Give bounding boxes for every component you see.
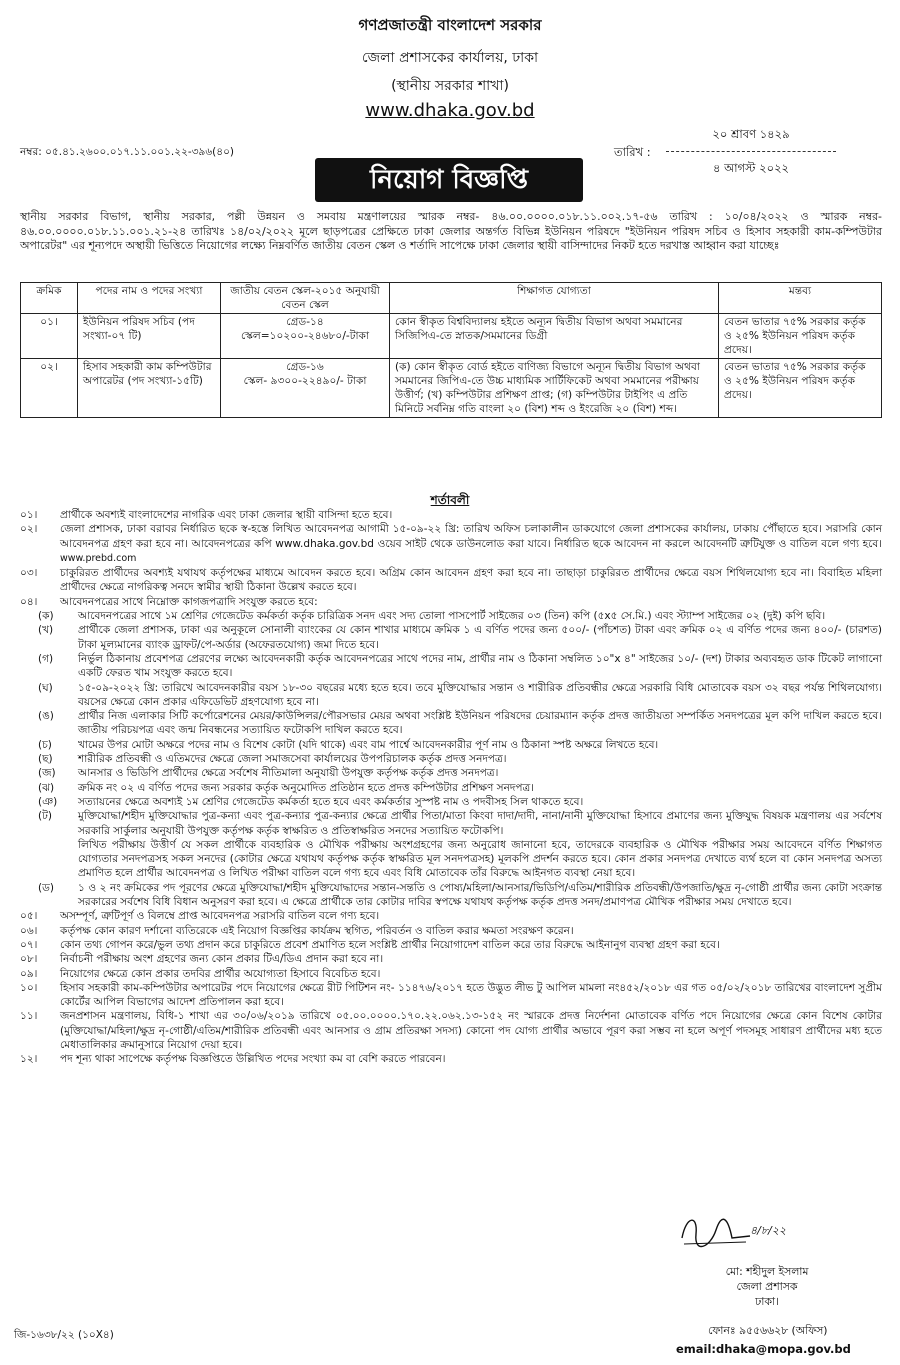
sub-item-number: (ঙ) <box>38 710 54 723</box>
item-number: ০৭। <box>20 938 38 951</box>
signatory-place: ঢাকা। <box>755 1295 779 1308</box>
list-item <box>20 522 882 566</box>
rest-list <box>20 909 882 1066</box>
item-text: হিসাব সহকারী কাম-কম্পিউটার অপারেটর পদে নিয়োগের ক্ষেত্রে রীট পিটিশন নং- ১১৪৭৬/২০১৭ হতে উদ্ভুত লীভ টু আপিল মামলা নং৪৫২/২০১৮ এর গত ০৫/০২/২০১৮ তারিখের বাংলাদেশ সুপ্রীম কোর্টের আপিল বিভাগের আদেশ প্রতিপালন করা হবে। <box>60 981 882 1009</box>
item-text: কোন তথ্য গোপন করে/ভুল তথ্য প্রদান করে চাকুরিতে প্রবেশ প্রমাণিত হলে সংশ্লিষ্ট প্রার্থীর নিয়োগাদেশ বাতিল করে তার বিরুদ্ধে আইনানুগ ব্যবস্থা গ্রহণ করা হবে। <box>60 938 720 951</box>
table-row <box>21 359 882 418</box>
item-number: ১০। <box>20 981 38 994</box>
sub-item-text: প্রার্থীর নিজ এলাকার সিটি কর্পোরেশনের মেয়র/কাউন্সিলর/পৌরসভার মেয়র অথবা সংশ্লিষ্ট ইউনিয়ন পরিষদের চেয়ারম্যান কর্তৃক প্রদত্ত জাতীয়তা সম্পর্কিত সনদপত্রের মূল কপি দাখিল করতে হবে। জাতীয় পরিচয়পত্র এবং জন্ম নিবন্ধনের সত্যায়িত ফটোকপি দাখিল করতে হবে। <box>78 710 882 737</box>
item-text: কর্তৃপক্ষ কোন কারণ দর্শানো ব্যতিরেকে এই নিয়োগ বিজ্ঞপ্তির কার্যক্রম স্থগিত, পরিবর্তন ও বাতিল করার ক্ষমতা সংরক্ষণ করেন। <box>60 924 574 937</box>
sub-list-item <box>20 652 882 681</box>
list-item <box>20 967 882 981</box>
terms-heading: শর্তাবলী <box>430 493 470 507</box>
branch-title: (স্থানীয় সরকার শাখা) <box>391 78 509 94</box>
row-post: ইউনিয়ন পরিষদ সচিব (পদ সংখ্যা-০৭ টি) <box>78 314 221 359</box>
row-scale-value: স্কেল- ৯৩০০-২২৪৯০/- টাকা <box>243 375 367 387</box>
sub-list <box>20 609 882 909</box>
date-divider <box>666 151 836 152</box>
item-text: প্রার্থীকে অবশ্যই বাংলাদেশের নাগরিক এবং ঢাকা জেলার স্থায়ী বাসিন্দা হতে হবে। <box>60 509 393 521</box>
item-number: ০৪। <box>20 595 38 608</box>
sub-list-item <box>20 766 882 780</box>
item-text: অসম্পূর্ণ, ত্রুটিপূর্ণ ও বিলম্বে প্রাপ্ত আবেদনপত্র সরাসরি বাতিল বলে গণ্য হবে। <box>60 910 380 923</box>
sub-item-number: (ছ) <box>38 753 53 766</box>
email-link[interactable]: email:dhaka@mopa.gov.bd <box>676 1342 851 1356</box>
sub-item-number: (ড) <box>38 881 54 894</box>
signature-scribble <box>676 1208 756 1258</box>
sub-list-item <box>20 795 882 809</box>
sub-list-item <box>20 623 882 652</box>
item-text: নির্বাচনী পরীক্ষায় অংশ গ্রহণের জন্য কোন প্রকার টিএ/ডিএ প্রদান করা হবে না। <box>60 953 384 966</box>
intro-paragraph: স্থানীয় সরকার বিভাগ, স্থানীয় সরকার, পল্লী উন্নয়ন ও সমবায় মন্ত্রণালয়ের স্মারক নম্বর- ৪৬.০০.০০০০.০১৮.১১.০০২.১৭-৫৬ তারিখ : ১০/০৪/২০২২ ও স্মারক নম্বর- ৪৬.০০.০০০০.০১৮.১১.০০১.২১-২৪ তারিখঃ ১৪/০২/২০২২ মূলে ছাড়পত্রের প্রেক্ষিতে ঢাকা জেলার অন্তর্গত বিভিন্ন ইউনিয়ন পরিষদে "ইউনিয়ন পরিষদ সচিব ও হিসাব সহকারী কাম-কম্পিউটার অপারেটর" এর শূন্যপদে অস্থায়ী ভিত্তিতে নিয়োগের লক্ষ্যে নিম্নবর্ণিত জাতীয় বেতন স্কেল ও শর্তাদি সাপেক্ষে ঢাকা জেলার স্থায়ী বাসিন্দাদের নিকট হতে দরখাস্ত আহ্বান করা যাচ্ছেঃ <box>20 210 882 252</box>
row-serial: ০১। <box>21 314 78 359</box>
sub-list-item <box>20 809 882 838</box>
watermark-text: www.prebd.com <box>60 552 137 564</box>
item-number: ০৮। <box>20 953 38 966</box>
date-english: ৪ আগস্ট ২০২২ <box>712 161 790 175</box>
list-item <box>20 909 882 923</box>
sub-item-text: লিখিত পরীক্ষায় উত্তীর্ণ যে সকল প্রার্থীকে ব্যবহারিক ও মৌখিক পরীক্ষায় অংশগ্রহণের জন্য অনুরোধ জানানো হবে, তাদেরকে ব্যবহারিক ও মৌখিক পরীক্ষার সময় আবেদনে বর্ণিত শিক্ষাগত যোগ্যতার সনদপত্রসহ সকল সনদের (কোটার ক্ষেত্রে যথাযথ কর্তৃপক্ষ কর্তৃক স্বাক্ষরিত মূল সনদপত্রসহ) মূলকপি প্রদর্শন করতে হবে। কোন প্রকার সনদপত্র দেখাতে ব্যর্থ হলে বা কোন সনদপত্র অসত্য প্রমাণিত হলে প্রার্থীর আবেদনপত্র ও লিখিত পরীক্ষা বাতিল বলে গণ্য হবে এবং বিধি মোতাবেক তাঁর বিরুদ্ধে আইনগত ব্যবস্থা নেয়া হবে। <box>78 838 882 880</box>
notice-title: নিয়োগ বিজ্ঞপ্তি <box>315 158 583 202</box>
sub-list-item <box>20 838 882 881</box>
signatory-name: মো: শহীদুল ইসলাম <box>725 1265 809 1278</box>
sub-item-text: ক্রমিক নং ০২ এ বর্ণিত পদের জন্য সরকার কর্তৃক অনুমোদিত প্রতিষ্ঠান হতে প্রদত্ত কম্পিউটার প্রশিক্ষণ সনদপত্র। <box>78 781 534 794</box>
table-header-row <box>21 283 882 314</box>
item-text-wrap <box>60 522 882 566</box>
item-text: আবেদনপত্রের সাথে নিম্নোক্ত কাগজপত্রাদি সংযুক্ত করতে হবে: <box>60 595 318 608</box>
row-remark: বেতন ভাতার ৭৫% সরকার কর্তৃক ও ২৫% ইউনিয়ন পরিষদ কর্তৃক প্রদেয়। <box>719 359 882 418</box>
item-number: ০১। <box>20 509 38 521</box>
sub-list-item <box>20 752 882 766</box>
sub-item-text: নির্ভুল ঠিকানায় প্রবেশপত্র প্রেরণের লক্ষ্যে আবেদনকারী কর্তৃক আবেদনপত্রের সাথে পদের নাম, প্রার্থীর নাম ও ঠিকানা সম্বলিত ১০"x ৪" সাইজের ১০/- (দশ) টাকার অব্যবহৃত ডাক টিকেট লাগানো একটি ফেরত খাম সংযুক্ত করতে হবে। <box>78 652 882 680</box>
sub-item-number <box>20 838 78 881</box>
sub-item-number: (গ) <box>38 652 54 665</box>
row-scale <box>221 359 390 418</box>
sub-item-text: আনসার ও ভিডিপি প্রার্থীদের ক্ষেত্রে সর্বশেষ নীতিমালা অনুযায়ী উপযুক্ত কর্তৃপক্ষ কর্তৃক প্রদত্ত সনদপত্র। <box>78 767 499 780</box>
sub-item-text: মুক্তিযোদ্ধা/শহীদ মুক্তিযোদ্ধার পুত্র-কন্যা এবং পুত্র-কন্যার পুত্র-কন্যার ক্ষেত্রে প্রার্থীর পিতা/মাতা কিংবা দাদা/দাদী, নানা/নানী মুক্তিযোদ্ধা হিসাবে প্রমাণের জন্য মুক্তিযুদ্ধ বিষয়ক মন্ত্রণালয় এর সর্বশেষ সরকারি সার্কুলার অনুযায়ী উপযুক্ত কর্তৃপক্ষ কর্তৃক স্বাক্ষরিত ও প্রতিস্বাক্ষরিত সনদের সত্যায়িত ফটোকপি। <box>78 810 882 837</box>
col-qualification: শিক্ষাগত যোগ্যতা <box>390 283 719 314</box>
sub-item-number: (ঘ) <box>38 681 53 694</box>
list-item <box>20 595 882 609</box>
sub-list-item <box>20 881 882 910</box>
posts-table <box>20 282 882 418</box>
item-text: জেলা প্রশাসক, ঢাকা বরাবর নির্ধারিত ছকে স্ব-হস্তে লিখিত আবেদনপত্র আগামী ১৫-০৯-২২ খ্রি: তারিখ অফিস চলাকালীন ডাকযোগে জেলা প্রশাসকের কার্যালয়, ঢাকায় পৌঁছাতে হবে। সরাসরি কোন আবেদনপত্র গ্রহণ করা হবে না। আবেদনপত্রের কপি www.dhaka.gov.bd ওয়েব সাইট থেকে ডাউনলোড করা যাবে। নির্ধারিত ছকে আবেদন না করলে আবেদনটি ত্রুটিযুক্ত ও বাতিল বলে গণ্য হবে। <box>60 523 882 550</box>
list-item <box>20 938 882 952</box>
signatory-block <box>712 1264 822 1309</box>
date-label: তারিখ : <box>614 145 651 159</box>
row-grade: গ্রেড-১৪ <box>286 316 324 328</box>
signature-date: ৪/৮/২২ <box>750 1224 786 1237</box>
sub-item-text: সত্যায়নের ক্ষেত্রে অবশ্যই ১ম শ্রেণির গেজেটেড কর্মকর্তা হতে হবে এবং কর্মকর্তার সুস্পষ্ট নাম ও পদবীসহ সিল থাকতে হবে। <box>78 795 584 808</box>
row-scale <box>221 314 390 359</box>
row-serial: ০২। <box>21 359 78 418</box>
website-link[interactable]: www.dhaka.gov.bd <box>365 100 535 121</box>
item-text: চাকুরিরত প্রার্থীদের অবশ্যই যথাযথ কর্তৃপক্ষের মাধ্যমে আবেদন করতে হবে। অগ্রিম কোন আবেদন গ্রহণ করা হবে না। তাছাড়া চাকুরিরত প্রার্থীদের ক্ষেত্রে বয়স শিথিলযোগ্য হবে না। বিবাহিত মহিলা প্রার্থীদের ক্ষেত্রে নাগরিকত্ব সনদে স্বামীর স্থায়ী ঠিকানা উল্লেখ করতে হবে। <box>60 567 882 594</box>
row-qualification: (ক) কোন স্বীকৃত বোর্ড হইতে বাণিজ্য বিভাগে অন্যূন দ্বিতীয় বিভাগ অথবা সমমানের জিপিএ-তে উচ্চ মাধ্যমিক সার্টিফিকেট অথবা সমমানের পরীক্ষায় উত্তীর্ণ; (খ) কম্পিউটার প্রশিক্ষণ প্রাপ্ত; (গ) কম্পিউটার টাইপিং এ প্রতি মিনিটে সর্বনিম্ন গতি বাংলা ২০ (বিশ) শব্দ ও ইংরেজি ২০ (বিশ) শব্দ। <box>390 359 719 418</box>
row-grade: গ্রেড-১৬ <box>286 361 324 373</box>
sub-item-text: আবেদনপত্রের সাথে ১ম শ্রেণির গেজেটেড কর্মকর্তা কর্তৃক চারিত্রিক সনদ এবং সদ্য তোলা পাসপোর্ট সাইজের ০৩ (তিন) কপি (৫x৫ সে.মি.) এবং স্ট্যাম্প সাইজের ০২ (দুই) কপি ছবি। <box>78 610 826 623</box>
sub-list-item <box>20 609 882 623</box>
list-item <box>20 981 882 1010</box>
sub-item-number: (খ) <box>38 624 54 637</box>
terms-list <box>20 508 882 1067</box>
item-number: ০৩। <box>20 567 38 580</box>
phone-number: ফোনঃ ৯৫৫৬৬২৮ (অফিস) <box>708 1324 828 1337</box>
item-number: ১২। <box>20 1053 38 1066</box>
item-number: ০২। <box>20 523 38 536</box>
row-scale-value: স্কেল=১০২০০-২৪৬৮০/-টাকা <box>240 330 370 342</box>
list-item <box>20 952 882 966</box>
sub-item-text: ১ ও ২ নং ক্রমিকের পদ পূরণের ক্ষেত্রে মুক্তিযোদ্ধা/শহীদ মুক্তিযোদ্ধাদের সন্তান-সন্ততি ও পোষ্য/মহিলা/আনসার/ভিডিপি/এতিম/শারীরিক প্রতিবন্ধী/উপজাতি/ক্ষুদ্র নৃ-গোষ্ঠী প্রার্থীর জন্য কোটা সংক্রান্ত সরকারের সর্বশেষ বিধি বিধান অনুসরণ করা হবে। এ ক্ষেত্রে প্রার্থীকে তার কোটার দাবির স্বপক্ষে যথাযথ কর্তৃপক্ষ কর্তৃক প্রদত্ত সনদ/প্রমাণপত্র মৌখিক পরীক্ষার সময় দেখাতে হবে। <box>78 881 882 909</box>
sub-item-number: (জ) <box>38 767 56 780</box>
col-remark: মন্তব্য <box>719 283 882 314</box>
table-row <box>21 314 882 359</box>
row-qualification: কোন স্বীকৃত বিশ্ববিদ্যালয় হইতে অন্যূন দ্বিতীয় বিভাগ অথবা সমমানের সিজিপিএ-তে স্নাতক/সমমানের ডিগ্রী <box>390 314 719 359</box>
sub-item-text: শারীরিক প্রতিবন্ধী ও এতিমদের ক্ষেত্রে জেলা সমাজসেবা কার্যালয়ের উপপরিচালক কর্তৃক প্রদত্ত সনদপত্র। <box>78 753 507 766</box>
item-number: ০৬। <box>20 924 38 937</box>
govt-title: গণপ্রজাতন্ত্রী বাংলাদেশ সরকার <box>358 16 542 34</box>
col-serial: ক্রমিক <box>21 283 78 314</box>
sub-item-number: (চ) <box>38 738 52 751</box>
sub-item-text: খামের উপর মোটা অক্ষরে পদের নাম ও বিশেষ কোটা (যদি থাকে) এবং বাম পার্শ্বে আবেদনকারীর পূর্ণ নাম ও ঠিকানা স্পষ্ট অক্ষরে লিখতে হবে। <box>78 738 659 751</box>
list-item <box>20 924 882 938</box>
sub-item-number: (ঝ) <box>38 781 55 794</box>
sub-item-number: (ক) <box>38 610 54 623</box>
item-text: নিয়োগের ক্ষেত্রে কোন প্রকার তদবির প্রার্থীর অযোগ্যতা হিসাবে বিবেচিত হবে। <box>60 967 381 980</box>
row-post: হিসাব সহকারী কাম কম্পিউটার অপারেটর (পদ সংখ্যা-১৫টি) <box>78 359 221 418</box>
sub-item-number: (ঞ) <box>38 795 58 808</box>
row-remark: বেতন ভাতার ৭৫% সরকার কর্তৃক ও ২৫% ইউনিয়ন পরিষদ কর্তৃক প্রদেয়। <box>719 314 882 359</box>
memo-number: নম্বর: ০৫.৪১.২৬০০.০১৭.১১.০০১.২২-৩৯৬(৪০) <box>20 146 235 158</box>
date-bangla: ২০ শ্রাবণ ১৪২৯ <box>712 127 790 141</box>
item-number: ০৫। <box>20 910 38 923</box>
sub-list-item <box>20 738 882 752</box>
list-item <box>20 1052 882 1066</box>
sub-list-item <box>20 781 882 795</box>
date-block <box>614 126 836 179</box>
list-item <box>20 1009 882 1052</box>
signatory-designation: জেলা প্রশাসক <box>736 1280 798 1293</box>
sub-item-text: ১৫-০৯-২০২২ খ্রি: তারিখে আবেদনকারীর বয়স ১৮-৩০ বছরের মধ্যে হতে হবে। তবে মুক্তিযোদ্ধার সন্তান ও শারীরিক প্রতিবন্ধীর ক্ষেত্রে সরকারি বিধি মোতাবেক বয়স ৩২ বছর পর্যন্ত শিথিলযোগ্য। বয়সের ক্ষেত্রে কোন প্রকার এফিডেভিট গ্রহণযোগ্য হবে না। <box>78 681 882 708</box>
sub-list-item <box>20 709 882 738</box>
list-item <box>20 508 882 522</box>
item-number: ০৯। <box>20 967 38 980</box>
item-text: জনপ্রশাসন মন্ত্রণালয়, বিধি-১ শাখা এর ৩০/০৬/২০১৯ তারিখে ০৫.০০.০০০০.১৭০.২২.০৬২.১৩-১৫২ নং স্মারকে প্রদত্ত নির্দেশনা মোতাবেক বর্ণিত পদে নিয়োগের ক্ষেত্রে কোন বিশেষ কোটার (মুক্তিযোদ্ধা/মহিলা/ক্ষুদ্র নৃ-গোষ্ঠী/এতিম/শারীরিক প্রতিবন্ধী এবং আনসার ও গ্রাম প্রতিরক্ষা সদস্য) কোনো পদ যোগ্য প্রার্থীর অভাবে পূরণ করা সম্ভব না হলে অপূর্ণ পদসমূহ সাধারণ প্রার্থীদের মধ্য হতে মেধাতালিকার ক্রমানুসারে নিয়োগ দেয়া হবে। <box>60 1010 882 1051</box>
sub-item-number: (ট) <box>38 810 52 823</box>
sub-item-text: প্রার্থীকে জেলা প্রশাসক, ঢাকা এর অনুকূলে সোনালী ব্যাংকের যে কোন শাখার মাধ্যমে ক্রমিক ১ এ বর্ণিত পদের জন্য ৫০০/- (পাঁচশত) টাকা এবং ক্রমিক ০২ এ বর্ণিত পদের জন্য ৪০০/- (চারশত) টাকা মূল্যমানের ব্যাংক ড্রাফট/পে-অর্ডার (অফেরতযোগ্য) জমা দিতে হবে। <box>78 624 882 651</box>
list-item <box>20 566 882 595</box>
col-post: পদের নাম ও পদের সংখ্যা <box>78 283 221 314</box>
office-title: জেলা প্রশাসকের কার্যালয়, ঢাকা <box>361 50 539 66</box>
item-text: পদ শূন্য থাকা সাপেক্ষে কর্তৃপক্ষ বিজ্ঞপ্তিতে উল্লিখিত পদের সংখ্যা কম বা বেশি করতে পারবেন। <box>60 1053 446 1066</box>
footer-reference: জি-১৬৩৮/২২ (১০X৪) <box>14 1329 114 1341</box>
item-number: ১১। <box>20 1010 38 1023</box>
col-scale: জাতীয় বেতন স্কেল-২০১৫ অনুযায়ী বেতন স্কেল <box>221 283 390 314</box>
sub-list-item <box>20 681 882 710</box>
